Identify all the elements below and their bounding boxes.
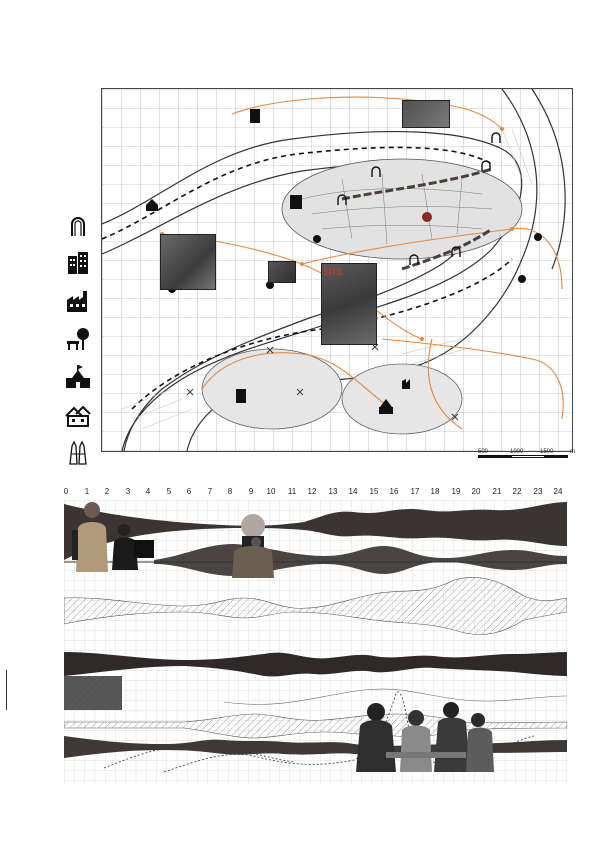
seated-group-figure xyxy=(346,682,496,782)
hour-label-13: 13 xyxy=(328,487,338,496)
hour-label-19: 19 xyxy=(451,487,461,496)
hour-label-16: 16 xyxy=(389,487,399,496)
side-marker-line xyxy=(6,670,7,710)
twin-towers-icon xyxy=(64,440,92,466)
arch-icon xyxy=(64,212,92,238)
hour-label-6: 6 xyxy=(186,487,192,496)
hour-label-20: 20 xyxy=(471,487,481,496)
office-building-icon xyxy=(64,250,92,276)
hour-label-15: 15 xyxy=(369,487,379,496)
scale-bar xyxy=(470,449,580,463)
aerial-photo-center xyxy=(268,261,296,283)
school-icon xyxy=(64,364,92,390)
hour-label-17: 17 xyxy=(410,487,420,496)
hour-label-11: 11 xyxy=(287,487,297,496)
hour-label-21: 21 xyxy=(492,487,502,496)
hour-label-22: 22 xyxy=(512,487,522,496)
hour-label-8: 8 xyxy=(227,487,233,496)
scale-segment-1 xyxy=(478,455,511,458)
activity-timeline xyxy=(64,500,567,783)
scale-label-1500: 1500 xyxy=(540,449,554,455)
hour-label-0: 0 xyxy=(63,487,69,496)
hour-label-24: 24 xyxy=(553,487,563,496)
hour-label-12: 12 xyxy=(307,487,317,496)
hour-label-5: 5 xyxy=(166,487,172,496)
hour-label-1: 1 xyxy=(84,487,90,496)
hour-label-23: 23 xyxy=(533,487,543,496)
musician-figure xyxy=(110,522,154,572)
housing-icon xyxy=(64,402,92,428)
hour-label-3: 3 xyxy=(125,487,131,496)
aerial-photo-west xyxy=(160,234,216,290)
factory-icon xyxy=(64,288,92,314)
hour-label-2: 2 xyxy=(104,487,110,496)
map-legend xyxy=(64,212,92,478)
hour-label-10: 10 xyxy=(266,487,276,496)
hour-label-7: 7 xyxy=(207,487,213,496)
hour-label-18: 18 xyxy=(430,487,440,496)
hour-label-14: 14 xyxy=(348,487,358,496)
site-label: SITE xyxy=(323,267,344,277)
scale-segment-2 xyxy=(511,455,546,458)
photographer-figure xyxy=(228,512,278,578)
aerial-photo-northeast xyxy=(402,100,450,128)
hour-label-9: 9 xyxy=(248,487,254,496)
scale-label-1000: 1000 xyxy=(510,449,524,455)
singer-figure xyxy=(70,500,112,576)
scale-label-500: 500 xyxy=(478,449,489,455)
scale-segment-3 xyxy=(544,455,568,458)
site-map xyxy=(101,88,573,452)
park-bench-tree-icon xyxy=(64,326,92,352)
hour-label-4: 4 xyxy=(145,487,151,496)
scale-unit: m xyxy=(570,449,575,455)
